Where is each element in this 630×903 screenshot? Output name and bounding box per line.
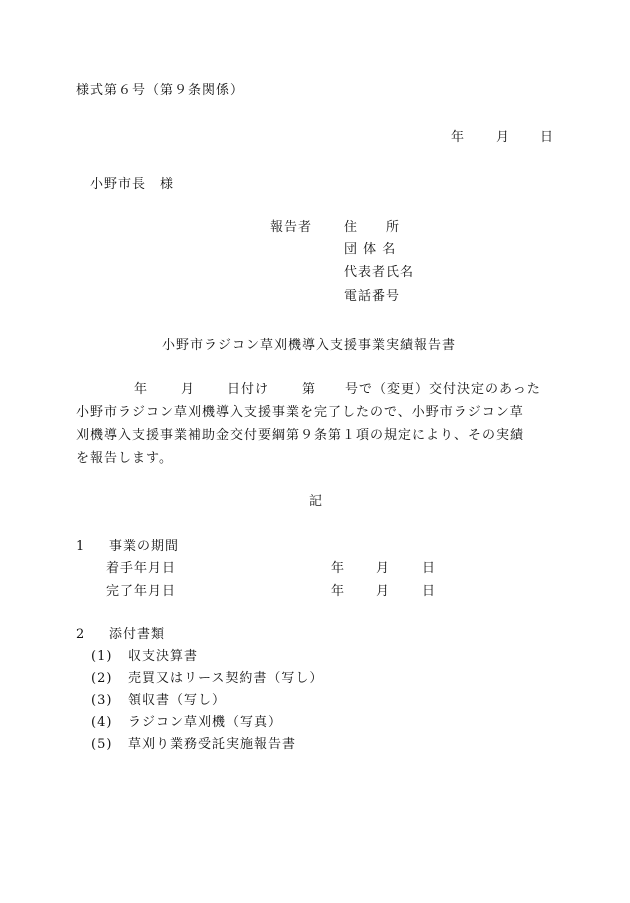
section2-number: 2 [76,627,86,642]
attachment-item-number: (5) [91,737,113,752]
form-number-label: 様式第６号（第９条関係） [76,83,245,98]
reporter-representative-label: 代表者氏名 [344,265,415,280]
ki-label: 記 [309,494,324,509]
end-date-label: 完了年月日 [106,584,177,599]
body-day-suffix: 日付け [227,382,270,397]
end-date-month: 月 [376,584,391,599]
start-date-year: 年 [331,561,346,576]
start-date-label: 着手年月日 [106,561,177,576]
attachment-item-number: (4) [91,715,113,730]
attachment-item-number: (1) [91,649,113,664]
attachment-item-number: (3) [91,693,113,708]
addressee: 小野市長 様 [90,177,175,192]
date-day-label: 日 [540,130,555,145]
end-date-year: 年 [331,584,346,599]
section1-heading: 事業の期間 [109,539,180,554]
body-month: 月 [181,382,196,397]
reporter-address-label: 住 所 [344,220,401,235]
attachment-item-text: 領収書（写し） [128,693,227,708]
reporter-label: 報告者 [270,220,313,235]
section1-number: 1 [76,539,86,554]
body-line4: を報告します。 [76,451,173,466]
body-line2: 小野市ラジコン草刈機導入支援事業を完了したので、小野市ラジコン草 [76,405,524,420]
reporter-organization-label: 団 体 名 [344,242,397,257]
attachment-item-text: ラジコン草刈機（写真） [128,715,283,730]
attachment-item-text: 草刈り業務受託実施報告書 [128,737,297,752]
section2-heading: 添付書類 [109,627,166,642]
date-month-label: 月 [496,130,511,145]
body-dai: 第 [302,382,317,397]
start-date-day: 日 [422,561,437,576]
reporter-phone-label: 電話番号 [344,289,401,304]
date-year-label: 年 [451,130,466,145]
document-title: 小野市ラジコン草刈機導入支援事業実績報告書 [162,338,457,353]
body-line3: 刈機導入支援事業補助金交付要綱第９条第１項の規定により、その実績 [76,428,525,443]
start-date-month: 月 [376,561,391,576]
end-date-day: 日 [422,584,437,599]
attachment-item-text: 売買又はリース契約書（写し） [128,671,324,686]
body-year: 年 [134,382,149,397]
attachment-item-text: 収支決算書 [128,649,199,664]
attachment-item-number: (2) [91,671,113,686]
body-line1-rest: 号で（変更）交付決定のあった [345,382,541,397]
